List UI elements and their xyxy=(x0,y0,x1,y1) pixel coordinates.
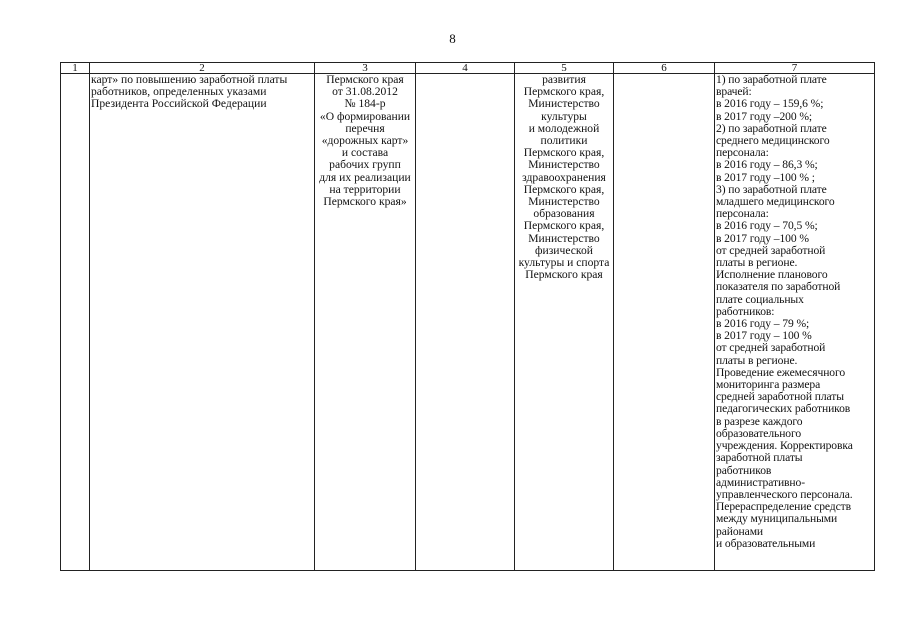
cell-text-line: «О формировании xyxy=(319,109,411,123)
cell-text-line: в 2016 году – 86,3 %; xyxy=(716,158,818,172)
cell-text-line: для их реализации xyxy=(319,170,411,184)
cell-text-line: рабочих групп xyxy=(329,158,401,172)
cell-text-line: № 184-р xyxy=(344,97,386,111)
cell-text-line: районами xyxy=(716,524,764,538)
cell-text-line: Пермского края, xyxy=(523,146,605,160)
cell-text-line: средней заработной платы xyxy=(716,390,844,404)
cell-text-line: платы в регионе. xyxy=(716,353,798,367)
column-header-7: 7 xyxy=(715,63,875,74)
cell-text-line: педагогических работников xyxy=(716,402,851,416)
cell-text-line: «дорожных карт» xyxy=(321,134,409,148)
cell-text-line: и молодежной xyxy=(528,121,600,135)
cell-text-line: Министерство xyxy=(528,97,600,111)
cell-col4 xyxy=(416,74,515,571)
cell-text-line: Пермского края, xyxy=(523,182,605,196)
cell-text-line: Проведение ежемесячного xyxy=(716,365,846,379)
cell-text-line: в 2017 году – 100 % xyxy=(716,329,812,343)
cell-text-line: персонала: xyxy=(716,146,769,160)
cell-text-line: плате социальных xyxy=(716,292,804,306)
cell-text-line: карт» по повышению заработной платы xyxy=(91,73,288,86)
cell-text-line: учреждения. Корректировка xyxy=(716,439,853,453)
cell-text-line: 1) по заработной плате xyxy=(716,73,827,86)
cell-text-line: от средней заработной xyxy=(716,341,826,355)
cell-text-line: платы в регионе. xyxy=(716,256,798,270)
cell-text-line: в 2017 году –200 %; xyxy=(716,109,813,123)
cell-text-line: политики xyxy=(540,134,588,148)
cell-text-line: Пермского края» xyxy=(323,195,407,209)
cell-text-line: физической xyxy=(535,243,593,257)
cell-text-line: младшего медицинского xyxy=(716,195,835,209)
cell-text-line: на территории xyxy=(329,182,401,196)
cell-text-line: управленческого персонала. xyxy=(716,487,853,501)
table-row xyxy=(61,74,875,571)
cell-text-line: в 2017 году –100 % ; xyxy=(716,170,815,184)
table-header-row xyxy=(61,63,875,74)
cell-text-line: 3) по заработной плате xyxy=(716,182,827,196)
cell-text-line: развития xyxy=(542,73,586,86)
cell-text-line: и состава xyxy=(341,146,389,160)
cell-col1 xyxy=(61,74,90,571)
cell-responsible xyxy=(515,74,614,571)
document-table xyxy=(60,62,875,571)
cell-text-line: Пермского края, xyxy=(523,219,605,233)
cell-col6 xyxy=(614,74,715,571)
cell-text-line: работников, определенных указами xyxy=(91,85,267,99)
cell-text-line: Президента Российской Федерации xyxy=(91,97,267,111)
cell-text-line: работников xyxy=(716,463,772,477)
cell-text-line: заработной платы xyxy=(716,451,803,465)
cell-text-line: Пермского края, xyxy=(523,85,605,99)
column-header-5: 5 xyxy=(515,63,614,74)
cell-text-line: среднего медицинского xyxy=(716,134,830,148)
cell-text-line: здравоохранения xyxy=(522,170,606,184)
cell-text-line: 2) по заработной плате xyxy=(716,121,827,135)
cell-text-line: Пермского края xyxy=(525,268,603,282)
cell-text-line: Перераспределение средств xyxy=(716,500,851,514)
cell-text-line: работников: xyxy=(716,304,775,318)
cell-text-line: в 2016 году – 159,6 %; xyxy=(716,97,824,111)
cell-measure xyxy=(90,74,315,571)
column-header-3: 3 xyxy=(315,63,416,74)
cell-text-line: персонала: xyxy=(716,207,769,221)
column-header-1: 1 xyxy=(61,63,90,74)
column-header-4: 4 xyxy=(416,63,515,74)
cell-text-line: Министерство xyxy=(528,231,600,245)
cell-text-line: от 31.08.2012 xyxy=(332,85,398,99)
cell-text-line: Министерство xyxy=(528,195,600,209)
cell-text-line: Пермского края xyxy=(326,73,404,86)
cell-text-line: административно- xyxy=(716,475,805,489)
cell-text-line: от средней заработной xyxy=(716,243,826,257)
cell-text-line: Министерство xyxy=(528,158,600,172)
cell-text-line: в 2016 году – 70,5 %; xyxy=(716,219,818,233)
cell-text-line: культуры и спорта xyxy=(518,256,610,270)
cell-text-line: в 2017 году –100 % xyxy=(716,231,809,245)
cell-text-line: образования xyxy=(533,207,595,221)
cell-text-line: перечня xyxy=(345,121,385,135)
cell-text-line: в разрезе каждого xyxy=(716,414,803,428)
page-number: 8 xyxy=(449,31,456,46)
cell-text-line: Исполнение планового xyxy=(716,268,828,282)
column-header-6: 6 xyxy=(614,63,715,74)
cell-text-line: врачей: xyxy=(716,85,752,99)
cell-text-line: между муниципальными xyxy=(716,512,838,526)
cell-text-line: и образовательными xyxy=(716,536,816,550)
cell-text-line: образовательного xyxy=(716,426,802,440)
cell-text-line: в 2016 году – 79 %; xyxy=(716,317,810,331)
cell-indicators xyxy=(715,74,875,571)
cell-text-line: культуры xyxy=(541,109,587,123)
column-header-2: 2 xyxy=(90,63,315,74)
cell-legal-basis xyxy=(315,74,416,571)
cell-text-line: мониторинга размера xyxy=(716,378,821,392)
cell-text-line: показателя по заработной xyxy=(716,280,841,294)
